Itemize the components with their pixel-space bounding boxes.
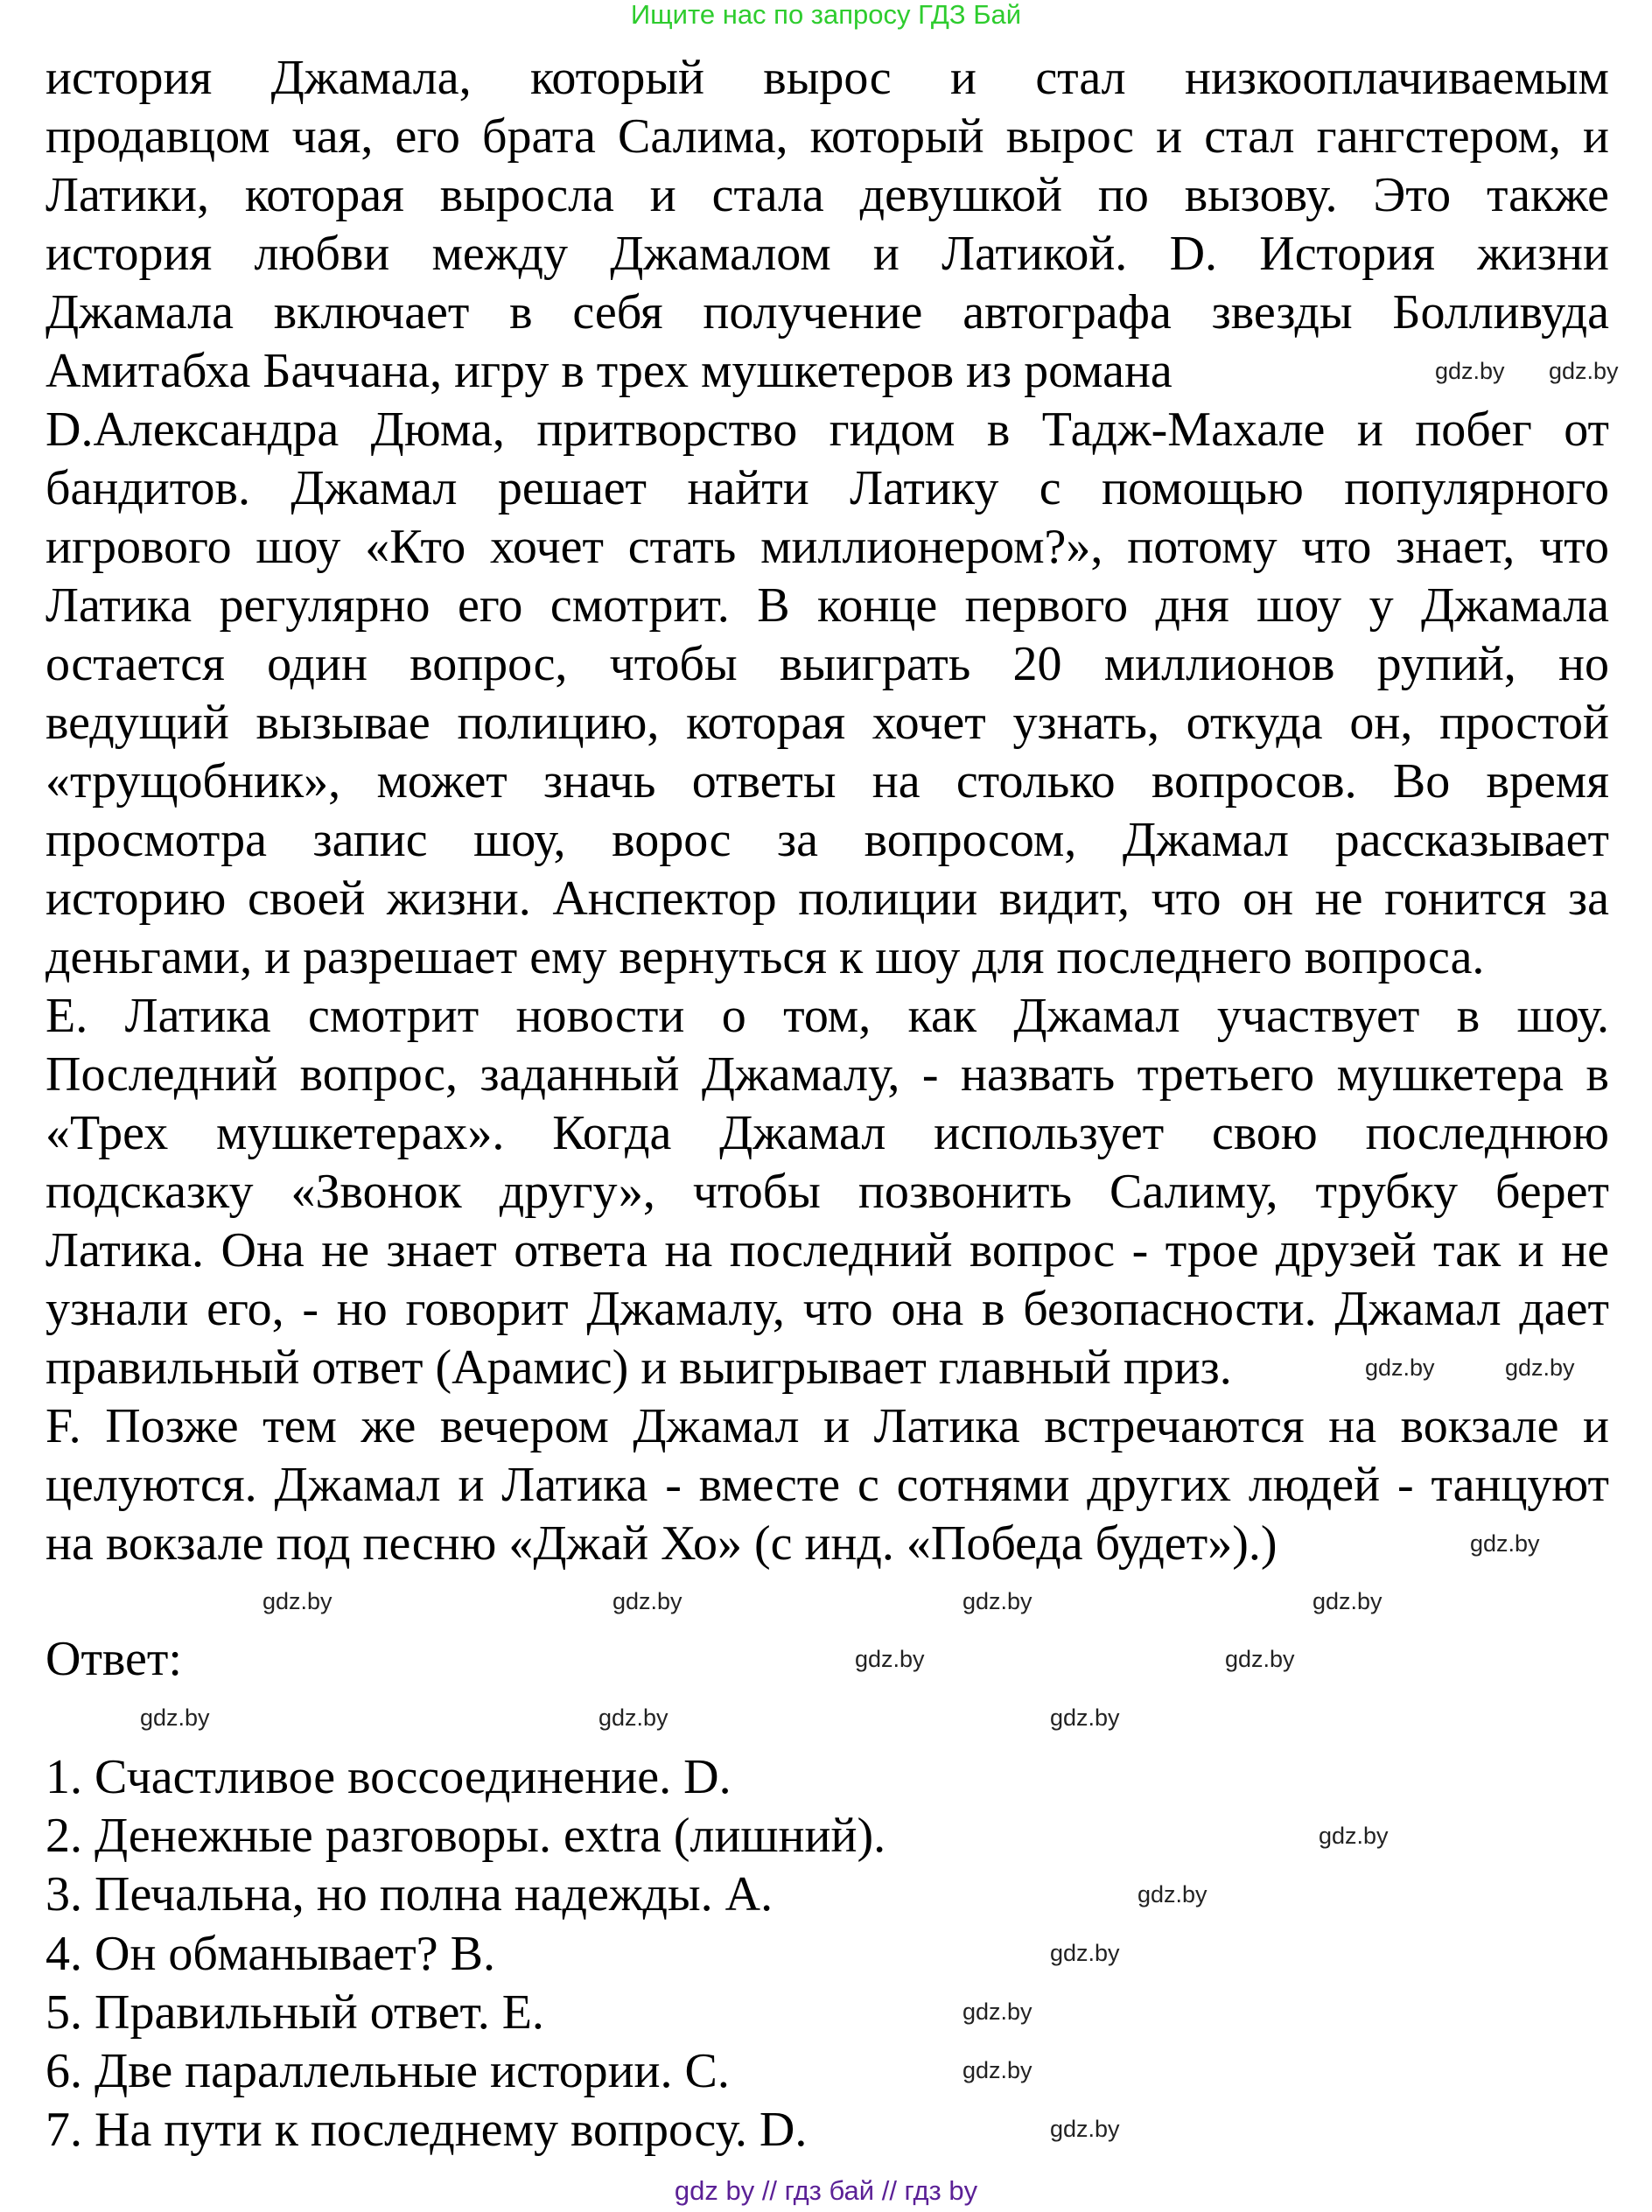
watermark: gdz.by (1319, 1823, 1389, 1849)
answer-item: 7. На пути к последнему вопросу. D. (46, 2103, 808, 2157)
footer-banner: gdz by // гдз бай // гдз by (674, 2175, 978, 2206)
body-text-line: «Трех мушкетерах». Когда Джамал использует свою последнюю (46, 1107, 1609, 1159)
body-text-line: продавцом чая, его брата Салима, который вырос и стал гангстером, и (46, 110, 1609, 163)
watermark: gdz.by (612, 1588, 682, 1614)
watermark: gdz.by (1138, 1881, 1208, 1908)
body-text-line: Латика. Она не знает ответа на последний вопрос - трое друзей так и не (46, 1224, 1609, 1277)
answer-item: 3. Печальна, но полна надежды. A. (46, 1867, 774, 1922)
body-text-line: игрового шоу «Кто хочет стать миллионером?», потому что знает, что (46, 521, 1609, 573)
body-text-line: остается один вопрос, чтобы выиграть 20 миллионов рупий, но (46, 638, 1609, 690)
body-text-line: бандитов. Джамал решает найти Латику с помощью популярного (46, 462, 1609, 514)
body-text-line: Последний вопрос, заданный Джамалу, - назвать третьего мушкетера в (46, 1048, 1609, 1101)
answer-item: 1. Счастливое воссоединение. D. (46, 1750, 732, 1804)
watermark: gdz.by (1050, 2116, 1120, 2142)
answer-item: 5. Правильный ответ. E. (46, 1985, 544, 2040)
body-text-line: Латики, которая выросла и стала девушкой по вызову. Это также (46, 169, 1609, 221)
body-text-line: Джамала включает в себя получение автографа звезды Болливуда (46, 286, 1609, 339)
watermark: gdz.by (1365, 1354, 1435, 1381)
watermark: gdz.by (140, 1704, 210, 1731)
watermark: gdz.by (962, 2057, 1032, 2083)
watermark: gdz.by (1549, 358, 1619, 384)
watermark: gdz.by (598, 1704, 668, 1731)
watermark: gdz.by (1312, 1588, 1382, 1614)
watermark: gdz.by (1225, 1646, 1295, 1672)
body-text-line: ведущий вызывае полицию, которая хочет узнать, откуда он, простой (46, 696, 1609, 749)
watermark: gdz.by (1505, 1354, 1575, 1381)
body-text-line: Амитабха Баччана, игру в трех мушкетеров из романа (46, 344, 1172, 398)
watermark: gdz.by (1470, 1530, 1540, 1557)
body-text-line: просмотра запис шоу, ворос за вопросом, Джамал рассказывает (46, 814, 1609, 866)
body-text-line: D.Александра Дюма, притворство гидом в Тадж-Махале и побег от (46, 403, 1609, 456)
watermark: gdz.by (855, 1646, 925, 1672)
answer-item: 4. Он обманывает? B. (46, 1927, 495, 1981)
body-text-line: на вокзале под песню «Джай Хо» (с инд. «Победа будет»).) (46, 1516, 1278, 1571)
body-text-line: «трущобник», может значь ответы на столько вопросов. Во время (46, 755, 1609, 808)
body-text-line: история Джамала, который вырос и стал низкооплачиваемым (46, 52, 1609, 104)
watermark: gdz.by (262, 1588, 332, 1614)
body-text-line: узнали его, - но говорит Джамалу, что она в безопасности. Джамал дает (46, 1283, 1609, 1335)
body-text-line: деньгами, и разрешает ему вернуться к шоу для последнего вопроса. (46, 930, 1485, 984)
body-text-line: Латика регулярно его смотрит. В конце первого дня шоу у Джамала (46, 579, 1609, 632)
answer-item: 6. Две параллельные истории. C. (46, 2044, 730, 2098)
watermark: gdz.by (962, 1998, 1032, 2025)
watermark: gdz.by (962, 1588, 1032, 1614)
watermark: gdz.by (1050, 1704, 1120, 1731)
body-text-line: история любви между Джамалом и Латикой. D. История жизни (46, 228, 1609, 280)
body-text-line: F. Позже тем же вечером Джамал и Латика встречаются на вокзале и (46, 1400, 1609, 1452)
answer-item: 2. Денежные разговоры. extra (лишний). (46, 1809, 886, 1863)
header-banner: Ищите нас по запросу ГДЗ Бай (630, 0, 1022, 30)
body-text-line: целуются. Джамал и Латика - вместе с сотнями других людей - танцуют (46, 1459, 1609, 1511)
body-text-line: историю своей жизни. Анспектор полиции видит, что он не гонится за (46, 872, 1609, 925)
body-text-line: правильный ответ (Арамис) и выигрывает главный приз. (46, 1340, 1232, 1395)
watermark: gdz.by (1435, 358, 1505, 384)
watermark: gdz.by (1050, 1940, 1120, 1966)
answer-heading: Ответ: (46, 1632, 182, 1686)
body-text-line: подсказку «Звонок другу», чтобы позвонить Салиму, трубку берет (46, 1166, 1609, 1218)
body-text-line: E. Латика смотрит новости о том, как Джамал участвует в шоу. (46, 990, 1609, 1042)
